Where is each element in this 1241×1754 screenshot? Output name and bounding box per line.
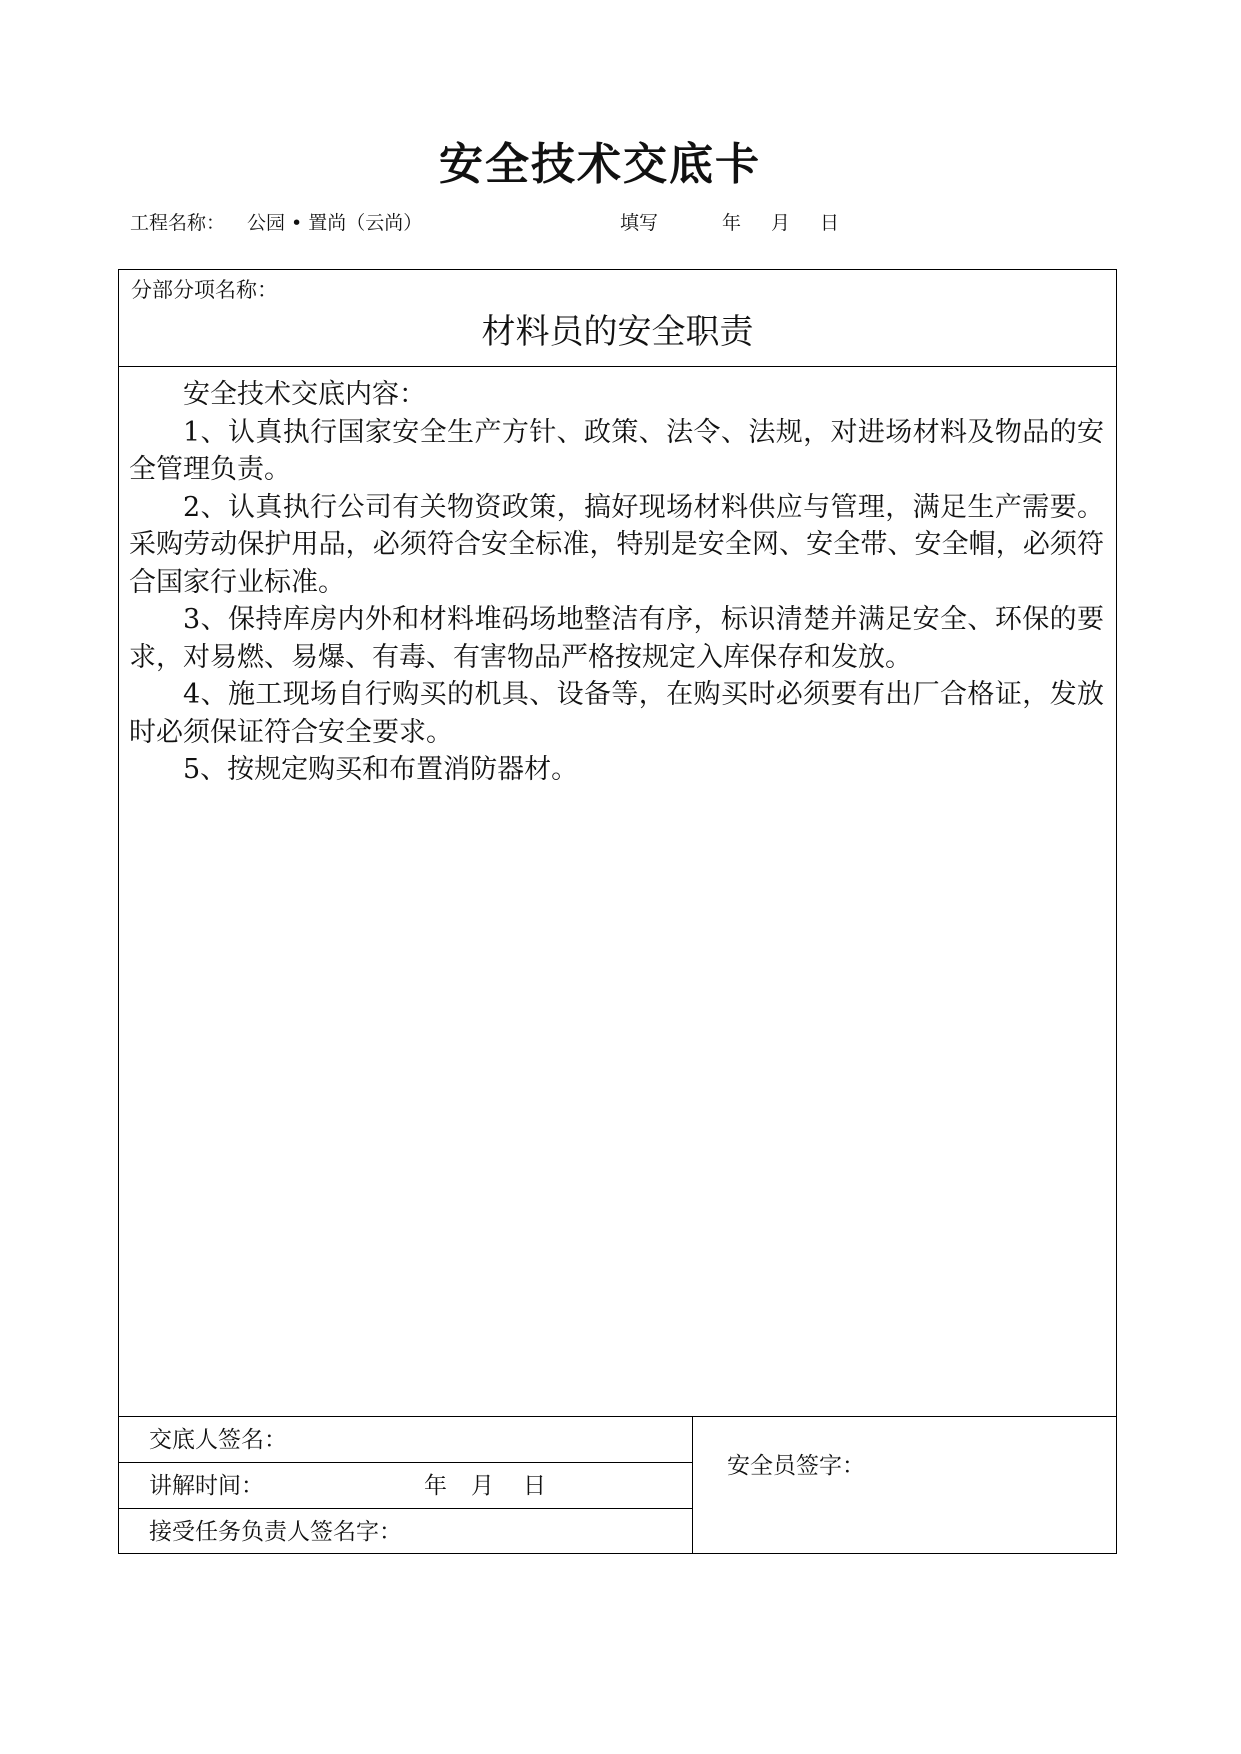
content-item: 2、认真执行公司有关物资政策，搞好现场材料供应与管理，满足生产需要。采购劳动保护用品，必须符合安全标准，特别是安全网、安全带、安全帽，必须符合国家行业标准。 <box>129 491 1104 598</box>
time-month: 月 <box>471 1473 494 1499</box>
document-title: 安全技术交底卡 <box>439 139 761 190</box>
explain-time-row <box>119 1463 692 1509</box>
section-label: 分部分项名称： <box>131 278 278 302</box>
presenter-label: 交底人签名： <box>149 1427 287 1453</box>
time-label: 讲解时间： <box>149 1473 264 1499</box>
safety-officer-label: 安全员签字： <box>727 1453 865 1479</box>
fill-year: 年 <box>722 212 742 234</box>
content-item: 4、施工现场自行购买的机具、设备等，在购买时必须要有出厂合格证，发放时必须保证符合安全要求。 <box>129 679 1104 748</box>
time-year: 年 <box>424 1473 447 1499</box>
project-name: 公园 • 置尚（云尚） <box>247 212 423 234</box>
content-heading: 安全技术交底内容： <box>183 379 426 410</box>
time-day: 日 <box>523 1473 546 1499</box>
content-item: 3、保持库房内外和材料堆码场地整洁有序，标识清楚并满足安全、环保的要求，对易燃、易爆、有毒、有害物品严格按规定入库保存和发放。 <box>129 604 1104 673</box>
content-body <box>129 376 1104 789</box>
project-label: 工程名称： <box>130 212 226 234</box>
project-line <box>130 208 422 235</box>
form-table <box>118 269 1117 1554</box>
signature-left <box>119 1417 693 1554</box>
section-name: 材料员的安全职责 <box>481 312 754 352</box>
fill-day: 日 <box>820 212 840 234</box>
receiver-label: 接受任务负责人签名字： <box>149 1519 402 1545</box>
signature-section <box>119 1416 1116 1554</box>
fill-label: 填写 <box>620 212 659 234</box>
section-row <box>119 270 1116 367</box>
content-item: 1、认真执行国家安全生产方针、政策、法令、法规，对进场材料及物品的安全管理负责。 <box>129 416 1104 485</box>
presenter-signature-row <box>119 1417 692 1463</box>
content-item: 5、按规定购买和布置消防器材。 <box>183 754 579 785</box>
fill-month: 月 <box>771 212 791 234</box>
fill-date <box>722 208 869 235</box>
receiver-signature-row <box>119 1509 692 1555</box>
